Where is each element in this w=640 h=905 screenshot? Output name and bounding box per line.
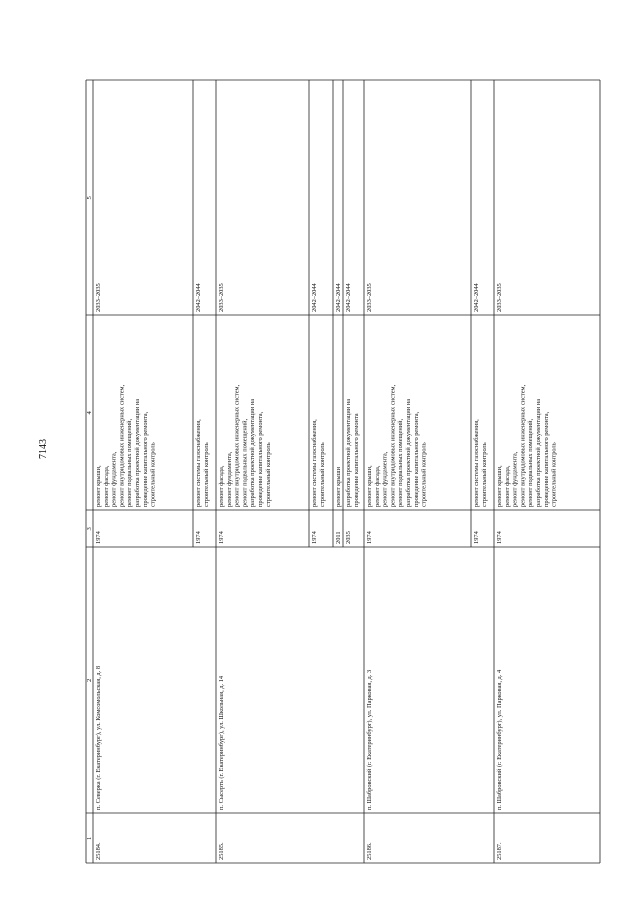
period-cell: 2042–2044 xyxy=(195,283,202,312)
row-number: 25184. xyxy=(95,842,102,860)
work-line: ремонт крыши xyxy=(335,466,342,507)
period-cell: 2042–2044 xyxy=(335,283,342,312)
period-cell: 2033–2035 xyxy=(218,283,225,312)
work-line: проведение капитального ремонта xyxy=(352,413,360,507)
header-cell-2: 2 xyxy=(86,678,93,682)
header-cell-5: 5 xyxy=(86,196,93,200)
work-line: разработка проектной документации на xyxy=(535,398,542,507)
year-cell: 2011 xyxy=(335,531,342,544)
row-number: 25185. xyxy=(218,842,225,860)
work-line: ремонт крыши, xyxy=(95,465,102,507)
work-line: ремонт фасада, xyxy=(102,465,110,507)
period-cell: 2033–2035 xyxy=(366,283,373,312)
work-line: ремонт внутридомовых инженерных систем, xyxy=(233,384,241,507)
work-line: ремонт внутридомовых инженерных систем, xyxy=(519,384,527,507)
work-line: строительный контроль xyxy=(264,442,272,507)
work-line: ремонт внутридомовых инженерных систем, xyxy=(389,384,397,507)
work-line: строительный контроль xyxy=(480,442,488,507)
period-cell: 2042–2044 xyxy=(473,283,480,312)
work-line: строительный контроль xyxy=(149,442,157,507)
page-number-text: 7143 xyxy=(38,439,49,459)
work-line: строительный контроль xyxy=(550,442,558,507)
year-cell: 1974 xyxy=(218,531,225,544)
year-cell: 2035 xyxy=(345,531,352,544)
period-cell: 2033–2035 xyxy=(496,283,503,312)
work-line: проведение капитального ремонта, xyxy=(257,411,264,507)
work-line: ремонт крыши, xyxy=(366,465,373,507)
year-cell: 1974 xyxy=(366,531,373,544)
work-line: строительный контроль xyxy=(318,442,326,507)
year-cell: 1974 xyxy=(95,531,102,544)
work-line: ремонт подвальных помещений, xyxy=(241,418,249,507)
work-line: разработка проектной документации на xyxy=(134,398,141,507)
work-line: ремонт крыши, xyxy=(496,465,503,507)
work-line: ремонт системы газоснабжения, xyxy=(473,419,480,507)
work-line: разработка проектной документации на xyxy=(345,398,352,507)
period-cell: 2042–2044 xyxy=(345,283,352,312)
header-cell-1: 1 xyxy=(86,836,93,840)
period-cell: 2033–2035 xyxy=(95,283,102,312)
row-number: 25187. xyxy=(496,842,503,860)
work-line: проведение капитального ремонта, xyxy=(542,411,550,507)
work-line: строительный контроль xyxy=(420,442,428,507)
work-line: ремонт подвальных помещений, xyxy=(126,418,134,507)
work-line: ремонт фасада, xyxy=(218,465,225,507)
work-line: ремонт фасада, xyxy=(503,465,511,507)
row-number: 25186. xyxy=(366,842,373,860)
work-line: ремонт внутридомовых инженерных систем, xyxy=(118,384,126,507)
row-address: п. Сысерть (г. Екатеринбург), ул. Школьная, д. 14 xyxy=(218,675,225,810)
year-cell: 1974 xyxy=(195,531,202,544)
period-cell: 2042–2044 xyxy=(311,283,318,312)
year-cell: 1974 xyxy=(496,531,503,544)
work-line: разработка проектной документации на xyxy=(405,398,412,507)
work-line: ремонт подвальных помещений, xyxy=(397,418,405,507)
work-line: ремонт фасада, xyxy=(373,465,381,507)
work-line: ремонт фундамента, xyxy=(511,451,519,507)
header-cell-3: 3 xyxy=(86,527,93,531)
year-cell: 1974 xyxy=(311,531,318,544)
row-address: п. Северка (г. Екатеринбург), ул. Комсомольская, д. 8 xyxy=(95,665,102,810)
work-line: ремонт фундамента, xyxy=(381,451,389,507)
row-address: п. Шабровский (г. Екатеринбург), ул. Парковая, д. 4 xyxy=(496,669,503,810)
work-line: ремонт системы газоснабжения, xyxy=(195,419,202,507)
work-line: строительный контроль xyxy=(202,442,210,507)
work-line: проведение капитального ремонта, xyxy=(412,411,420,507)
work-line: разработка проектной документации на xyxy=(249,398,257,507)
year-cell: 1974 xyxy=(473,531,480,544)
work-line: ремонт фундамента, xyxy=(225,451,233,507)
work-line: ремонт подвальных помещений, xyxy=(527,418,535,507)
table-content xyxy=(86,196,558,861)
row-address: п. Шабровский (г. Екатеринбург), ул. Парковая, д. 3 xyxy=(366,669,373,810)
work-line: ремонт системы газоснабжения, xyxy=(311,419,318,507)
header-cell-4: 4 xyxy=(86,411,93,415)
work-line: проведение капитального ремонта, xyxy=(141,411,149,507)
work-line: ремонт фундамента, xyxy=(110,451,118,507)
